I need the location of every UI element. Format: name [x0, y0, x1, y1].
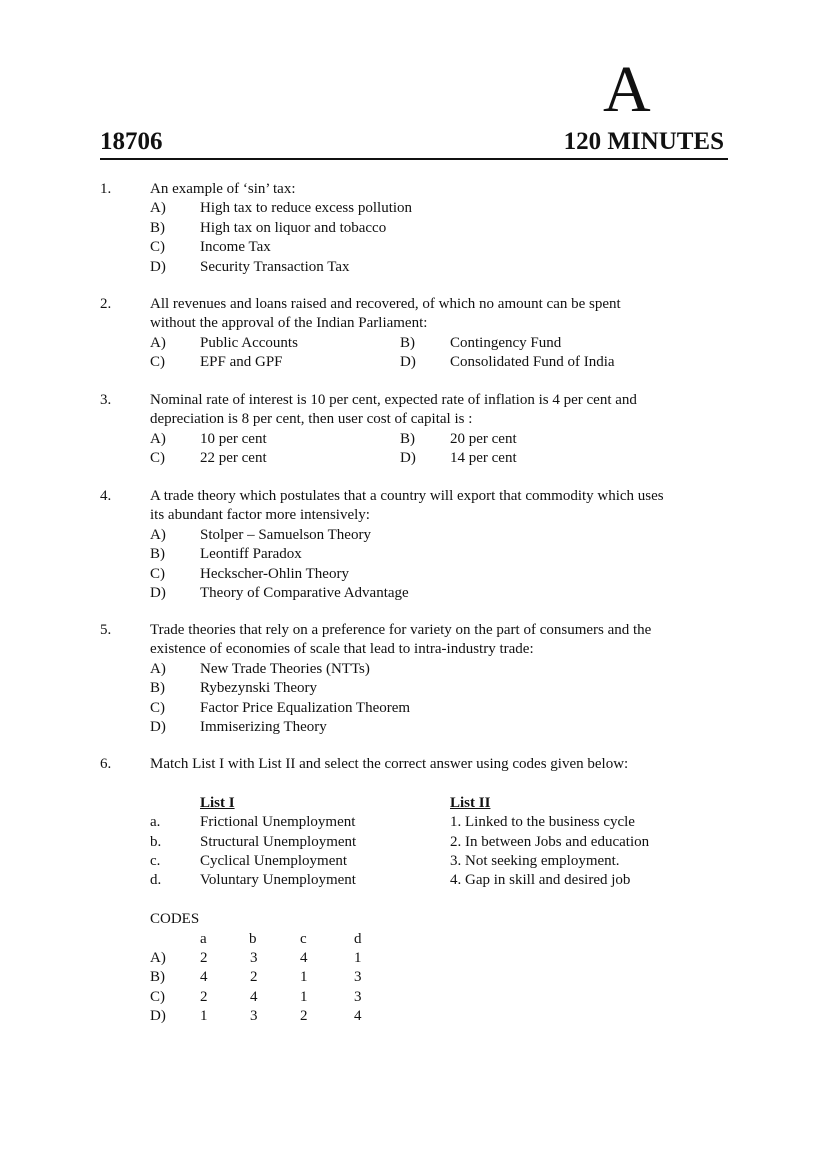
option-row	[0, 449, 826, 468]
option-key: D)	[400, 450, 416, 467]
header-row	[100, 126, 724, 158]
code-value: 2	[300, 1008, 308, 1025]
series-letter: A	[603, 53, 651, 126]
paper-code: 18706	[100, 128, 163, 155]
code-value: 4	[250, 988, 258, 1005]
option-text: Public Accounts	[200, 334, 298, 351]
list-1-key: b.	[150, 833, 162, 850]
option-text: Stolper – Samuelson Theory	[200, 526, 371, 543]
list-headers	[0, 794, 826, 813]
option-key: C)	[150, 239, 165, 256]
option-b	[0, 679, 826, 698]
code-value: 4	[200, 969, 208, 986]
code-value: 1	[354, 949, 362, 966]
option-key: B)	[150, 680, 165, 697]
code-value: 3	[354, 969, 362, 986]
option-text: Leontiff Paradox	[200, 546, 302, 563]
list-1-item: Voluntary Unemployment	[200, 872, 356, 889]
option-text: Theory of Comparative Advantage	[200, 584, 409, 601]
question-number: 6.	[100, 756, 112, 772]
option-d	[0, 258, 826, 277]
match-row	[0, 852, 826, 871]
option-key: A)	[150, 200, 166, 217]
question-3	[0, 391, 826, 469]
question-text: existence of economies of scale that lead to intra-industry trade:	[150, 641, 534, 658]
option-text: High tax on liquor and tobacco	[200, 219, 387, 236]
option-text: New Trade Theories (NTTs)	[200, 660, 370, 677]
list-2-item: 1. Linked to the business cycle	[450, 814, 635, 831]
list-2-item: 3. Not seeking employment.	[450, 852, 620, 869]
code-value: 1	[300, 988, 308, 1005]
code-value: 2	[250, 969, 258, 986]
list-1-item: Frictional Unemployment	[200, 814, 356, 831]
option-text: 14 per cent	[450, 450, 517, 467]
question-number: 3.	[100, 392, 112, 408]
question-number: 5.	[100, 622, 112, 638]
codes-row	[0, 988, 826, 1007]
code-value: 4	[300, 949, 308, 966]
question-number: 1.	[100, 181, 112, 197]
question-4	[0, 487, 826, 603]
option-key: D)	[150, 584, 166, 601]
codes-col-b: b	[249, 930, 257, 947]
option-key: C)	[150, 450, 165, 467]
option-c	[0, 238, 826, 257]
option-key: C)	[150, 565, 165, 582]
option-key: A)	[150, 334, 166, 351]
option-row	[0, 353, 826, 372]
codes-header	[0, 930, 826, 949]
header-divider	[100, 158, 728, 160]
option-a	[0, 199, 826, 218]
list-1-key: d.	[150, 872, 162, 889]
option-text: Contingency Fund	[450, 334, 562, 351]
option-text: 22 per cent	[200, 450, 267, 467]
option-key: B)	[150, 219, 165, 236]
code-value: 2	[200, 988, 208, 1005]
code-value: 2	[200, 949, 208, 966]
option-b	[0, 219, 826, 238]
option-key: B)	[150, 546, 165, 563]
option-text: Security Transaction Tax	[200, 258, 350, 275]
code-value: 3	[250, 949, 258, 966]
option-text: 20 per cent	[450, 430, 517, 447]
code-value: 4	[354, 1008, 362, 1025]
codes-col-c: c	[300, 930, 307, 947]
option-text: Consolidated Fund of India	[450, 354, 615, 371]
option-text: Factor Price Equalization Theorem	[200, 699, 411, 716]
option-text: Income Tax	[200, 239, 271, 256]
list-1-item: Structural Unemployment	[200, 833, 357, 850]
question-number: 4.	[100, 488, 112, 504]
option-text: 10 per cent	[200, 430, 267, 447]
option-row	[0, 334, 826, 353]
option-text: High tax to reduce excess pollution	[200, 200, 413, 217]
question-5	[0, 621, 826, 737]
option-key: A)	[150, 660, 166, 677]
question-text: Nominal rate of interest is 10 per cent, expected rate of inflation is 4 per cent and	[150, 392, 637, 408]
question-1	[0, 180, 826, 277]
option-text: Rybezynski Theory	[200, 680, 318, 697]
question-number: 2.	[100, 296, 112, 312]
question-text: All revenues and loans raised and recovered, of which no amount can be spent	[150, 296, 621, 312]
option-key: C)	[150, 988, 165, 1005]
option-text: Immiserizing Theory	[200, 718, 327, 735]
code-value: 1	[200, 1008, 208, 1025]
option-c	[0, 699, 826, 718]
list-2-header: List II	[450, 794, 491, 811]
option-key: C)	[150, 699, 165, 716]
code-value: 1	[300, 969, 308, 986]
option-key: C)	[150, 354, 165, 371]
codes-row	[0, 968, 826, 987]
question-text: its abundant factor more intensively:	[150, 507, 370, 524]
codes-label: CODES	[150, 911, 200, 928]
option-key: B)	[400, 334, 415, 351]
option-key: D)	[150, 1008, 166, 1025]
option-d	[0, 584, 826, 603]
option-key: B)	[150, 969, 165, 986]
question-text: Match List I with List II and select the correct answer using codes given below:	[150, 756, 629, 772]
list-1-key: a.	[150, 814, 161, 831]
option-key: D)	[150, 718, 166, 735]
option-d	[0, 718, 826, 737]
list-1-key: c.	[150, 852, 161, 869]
question-text: without the approval of the Indian Parliament:	[150, 315, 428, 332]
list-1-header: List I	[200, 794, 235, 811]
question-text: Trade theories that rely on a preference for variety on the part of consumers and the	[150, 622, 652, 638]
option-a	[0, 526, 826, 545]
match-row	[0, 813, 826, 832]
list-2-item: 2. In between Jobs and education	[450, 833, 650, 850]
option-key: B)	[400, 430, 415, 447]
codes-row	[0, 949, 826, 968]
option-b	[0, 545, 826, 564]
codes-col-d: d	[354, 930, 362, 947]
codes-col-a: a	[200, 930, 207, 947]
code-value: 3	[250, 1008, 258, 1025]
code-value: 3	[354, 988, 362, 1005]
list-2-item: 4. Gap in skill and desired job	[450, 872, 631, 889]
codes-row	[0, 1007, 826, 1026]
match-row	[0, 833, 826, 852]
option-key: D)	[400, 354, 416, 371]
option-row	[0, 430, 826, 449]
option-c	[0, 565, 826, 584]
question-text: An example of ‘sin’ tax:	[150, 181, 296, 197]
duration: 120 MINUTES	[563, 128, 724, 155]
option-key: A)	[150, 949, 166, 966]
question-6	[0, 755, 826, 1026]
option-key: A)	[150, 430, 166, 447]
list-1-item: Cyclical Unemployment	[200, 852, 348, 869]
option-key: D)	[150, 258, 166, 275]
option-key: A)	[150, 526, 166, 543]
question-text: A trade theory which postulates that a country will export that commodity which uses	[150, 488, 664, 504]
option-text: EPF and GPF	[200, 354, 283, 371]
option-a	[0, 660, 826, 679]
question-text: depreciation is 8 per cent, then user cost of capital is :	[150, 411, 473, 428]
question-2	[0, 295, 826, 373]
option-text: Heckscher-Ohlin Theory	[200, 565, 349, 582]
match-row	[0, 871, 826, 890]
